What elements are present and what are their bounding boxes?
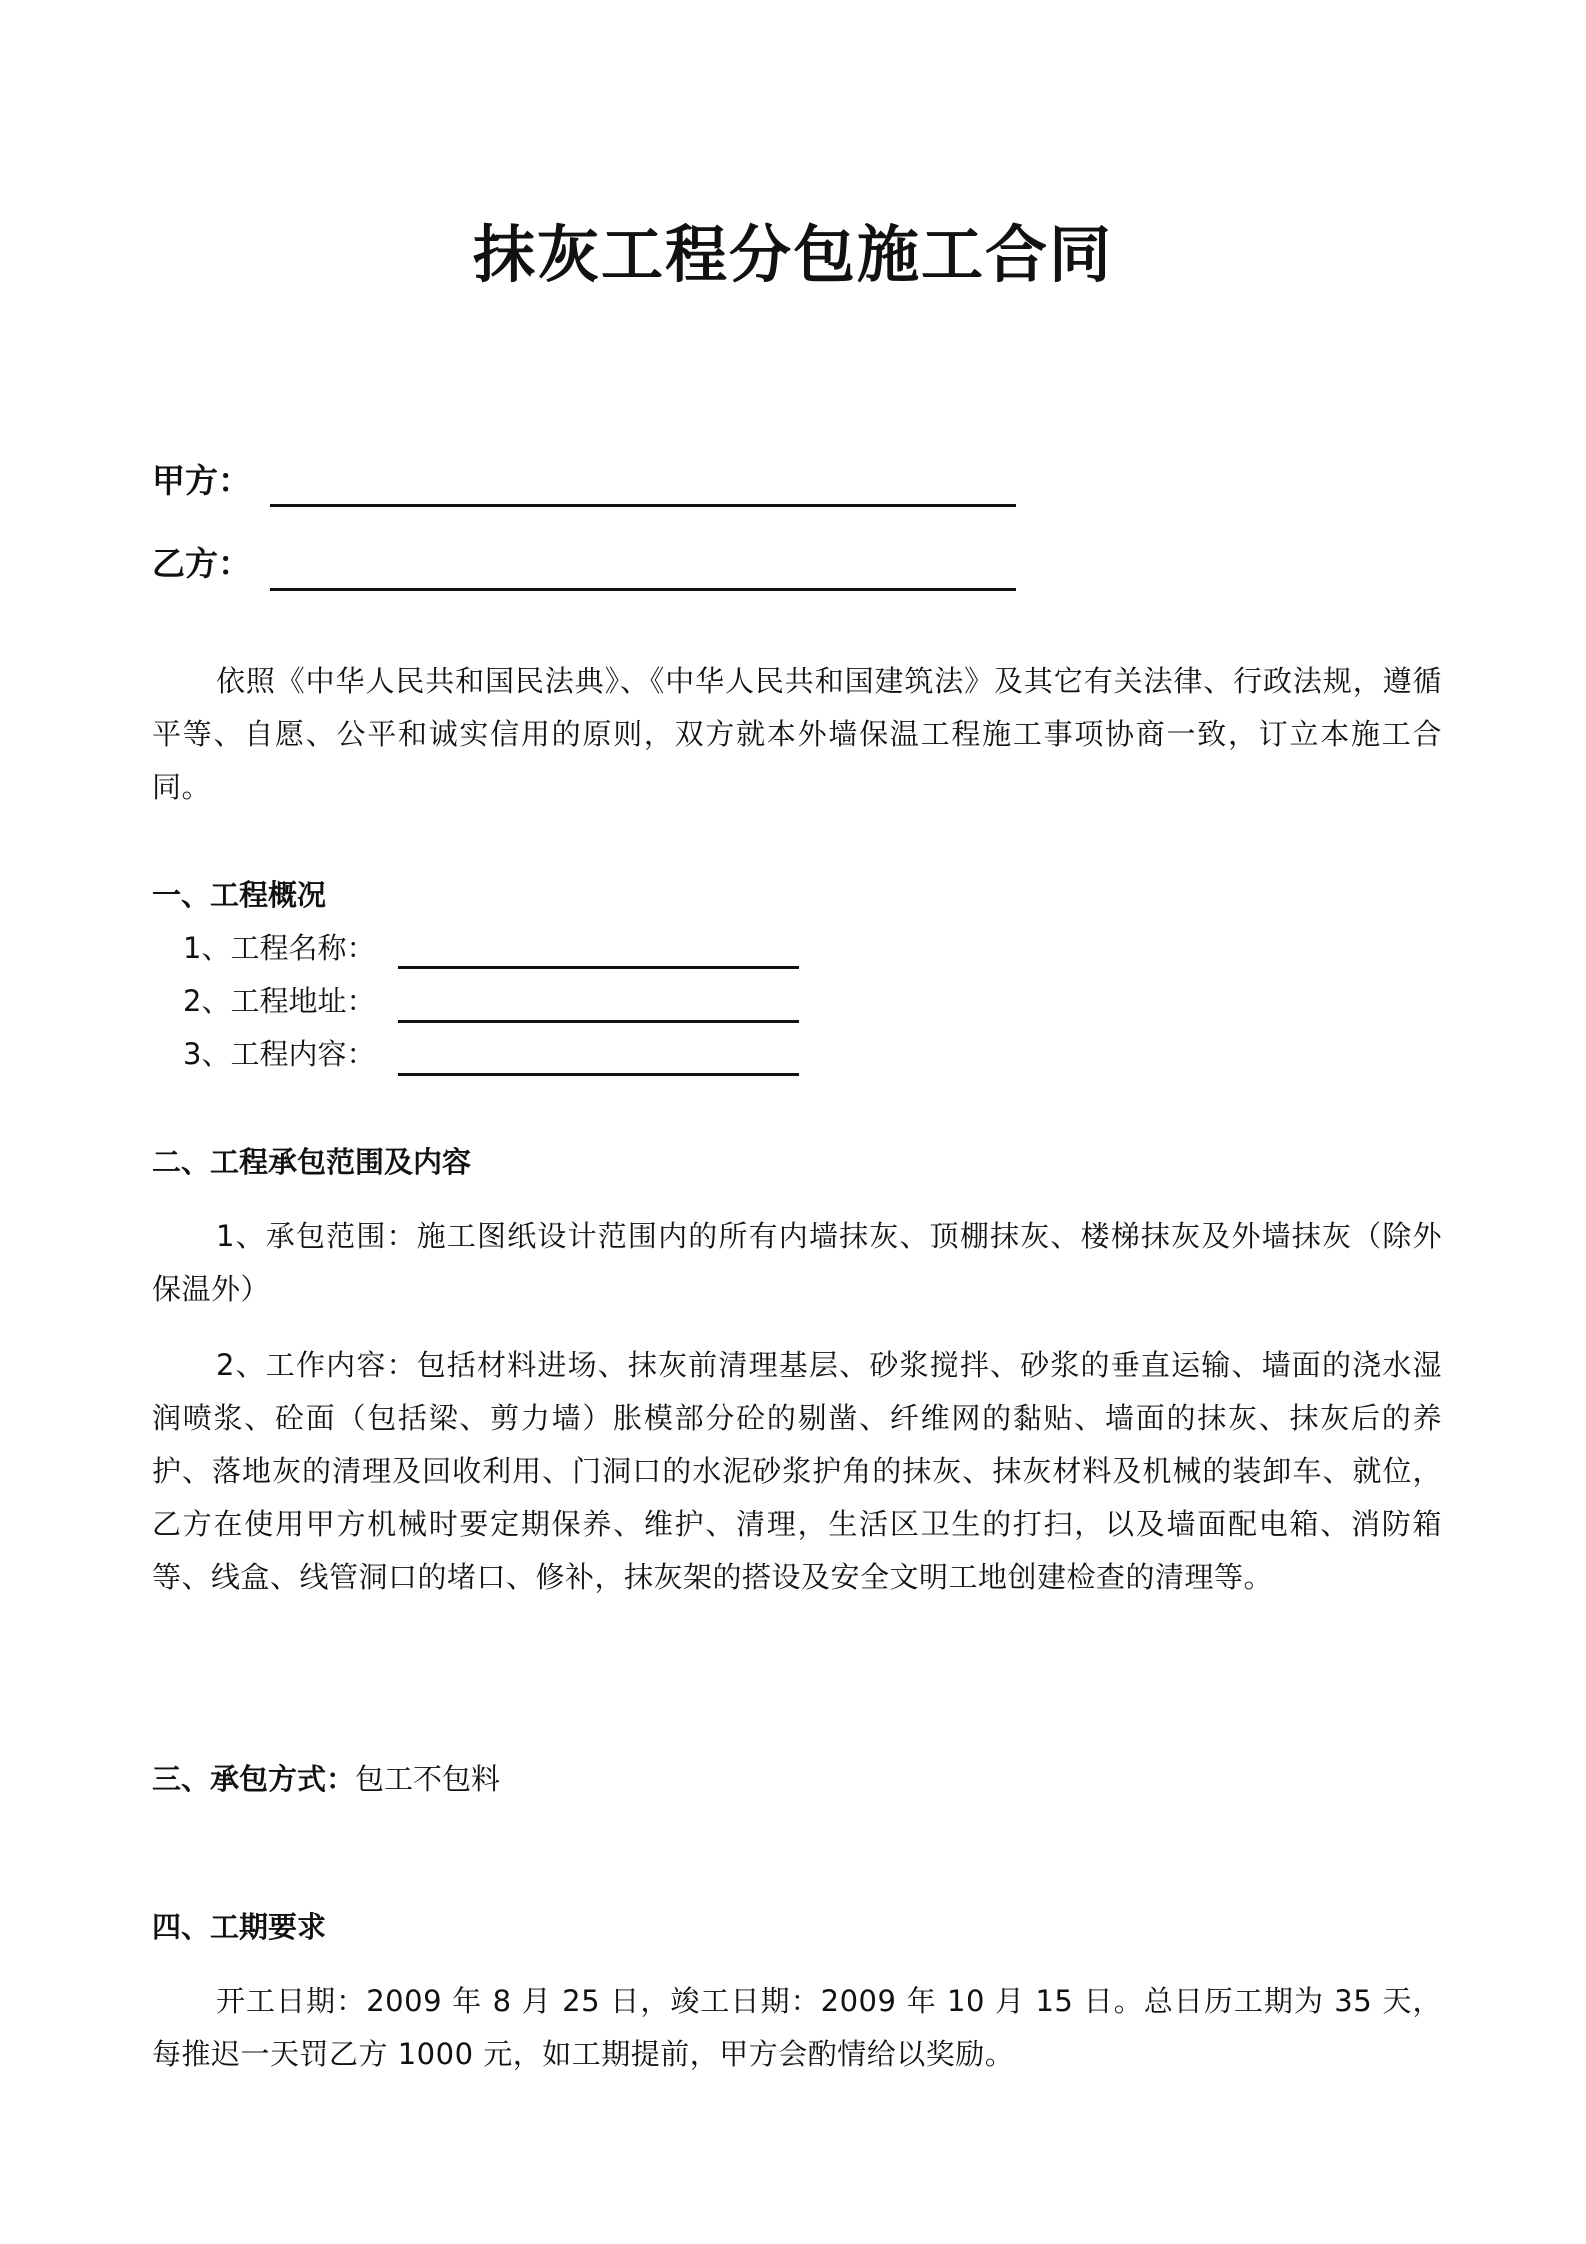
project-name-label: 1、工程名称：: [183, 931, 376, 965]
document-title: 抹灰工程分包施工合同: [472, 218, 1113, 291]
section4-heading: 四、工期要求: [152, 1910, 327, 1944]
party-a-label: 甲方：: [152, 461, 251, 500]
project-content-label: 3、工程内容：: [183, 1037, 376, 1071]
section3-heading: [152, 1757, 500, 1798]
project-address-blank[interactable]: [398, 1020, 799, 1023]
party-b-blank[interactable]: [270, 588, 1016, 591]
section1-heading: 一、工程概况: [152, 878, 327, 912]
contract-method-label: 三、承包方式：: [152, 1762, 356, 1796]
section2-heading: 二、工程承包范围及内容: [152, 1145, 472, 1179]
party-b-label: 乙方：: [152, 544, 251, 583]
preamble-paragraph: 依照《中华人民共和国民法典》、《中华人民共和国建筑法》及其它有关法律、行政法规，遵循平等、自愿、公平和诚实信用的原则，双方就本外墙保温工程施工事项协商一致，订立本施工合同。: [152, 664, 1442, 804]
project-content-blank[interactable]: [398, 1073, 799, 1076]
project-address-label: 2、工程地址：: [183, 984, 376, 1018]
scope-paragraph: 1、承包范围：施工图纸设计范围内的所有内墙抹灰、顶棚抹灰、楼梯抹灰及外墙抹灰（除外保温外）: [152, 1219, 1442, 1306]
schedule-paragraph: 开工日期：2009 年 8 月 25 日，竣工日期：2009 年 10 月 15 日。总日历工期为 35 天，每推迟一天罚乙方 1000 元，如工期提前，甲方会酌情给以奖励。: [152, 1984, 1442, 2071]
project-name-blank[interactable]: [398, 966, 799, 969]
party-a-blank[interactable]: [270, 504, 1016, 507]
contract-method-value: 包工不包料: [355, 1762, 501, 1796]
work-content-paragraph: 2、工作内容：包括材料进场、抹灰前清理基层、砂浆搅拌、砂浆的垂直运输、墙面的浇水湿润喷浆、砼面（包括梁、剪力墙）胀模部分砼的剔凿、纤维网的黏贴、墙面的抹灰、抹灰后的养护、落地灰的清理及回收利用、门洞口的水泥砂浆护角的抹灰、抹灰材料及机械的装卸车、就位，乙方在使用甲方机械时要定期保养、维护、清理，生活区卫生的打扫，以及墙面配电箱、消防箱等、线盒、线管洞口的堵口、修补，抹灰架的搭设及安全文明工地创建检查的清理等。: [152, 1348, 1442, 1594]
